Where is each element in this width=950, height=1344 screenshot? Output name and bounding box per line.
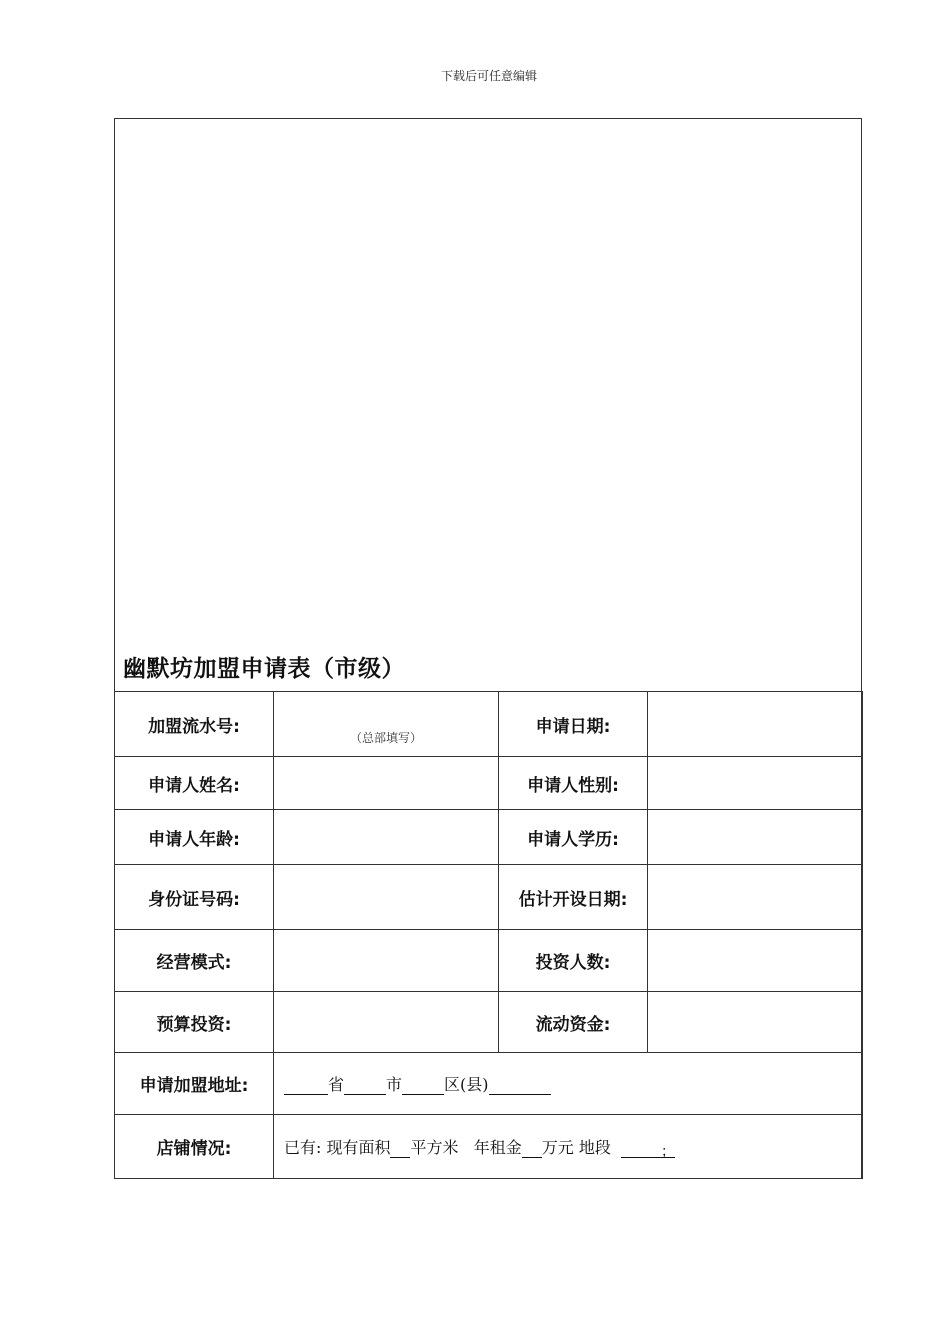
rent-blank[interactable] (522, 1141, 542, 1158)
working-capital-label: 流动资金: (499, 992, 648, 1053)
id-number-field[interactable] (274, 865, 499, 930)
applicant-gender-field[interactable] (648, 757, 863, 810)
table-row (115, 692, 863, 757)
shop-label: 店铺情况: (115, 1115, 274, 1179)
city-text: 市 (386, 1075, 403, 1094)
province-blank[interactable] (284, 1078, 328, 1095)
business-mode-field[interactable] (274, 930, 499, 992)
address-field[interactable] (274, 1053, 863, 1115)
location-end: ； (661, 1144, 676, 1160)
area-unit: 平方米 (410, 1138, 459, 1157)
applicant-education-field[interactable] (648, 810, 863, 865)
table-row (115, 1115, 863, 1179)
investor-count-field[interactable] (648, 930, 863, 992)
serial-number-field[interactable] (274, 692, 499, 757)
street-blank[interactable] (489, 1078, 551, 1095)
applicant-gender-label: 申请人性别: (499, 757, 648, 810)
form-title: 幽默坊加盟申请表（市级） (123, 656, 405, 682)
table-row (115, 930, 863, 992)
address-label: 申请加盟地址: (115, 1053, 274, 1115)
area-blank[interactable] (390, 1141, 410, 1158)
budget-label: 预算投资: (115, 992, 274, 1053)
table-row (115, 1053, 863, 1115)
shop-field[interactable] (274, 1115, 863, 1179)
applicant-education-label: 申请人学历: (499, 810, 648, 865)
district-text: 区(县) (444, 1075, 489, 1094)
serial-number-hint: （总部填写） (349, 731, 422, 745)
table-row (115, 810, 863, 865)
opening-date-label: 估计开设日期: (499, 865, 648, 930)
id-number-label: 身份证号码: (115, 865, 274, 930)
table-row (115, 865, 863, 930)
applicant-age-field[interactable] (274, 810, 499, 865)
application-form-table (114, 691, 863, 1179)
district-blank[interactable] (402, 1078, 444, 1095)
table-row (115, 757, 863, 810)
shop-prefix: 已有: 现有面积 (284, 1138, 391, 1157)
applicant-name-field[interactable] (274, 757, 499, 810)
applicant-name-label: 申请人姓名: (115, 757, 274, 810)
budget-field[interactable] (274, 992, 499, 1053)
apply-date-label: 申请日期: (499, 692, 648, 757)
working-capital-field[interactable] (648, 992, 863, 1053)
rent-unit: 万元 地段 (541, 1138, 611, 1157)
business-mode-label: 经营模式: (115, 930, 274, 992)
rent-label: 年租金 (473, 1138, 522, 1157)
applicant-age-label: 申请人年龄: (115, 810, 274, 865)
city-blank[interactable] (344, 1078, 386, 1095)
location-blank[interactable] (621, 1141, 675, 1158)
table-row (115, 992, 863, 1053)
opening-date-field[interactable] (648, 865, 863, 930)
province-text: 省 (328, 1075, 345, 1094)
investor-count-label: 投资人数: (499, 930, 648, 992)
header-note: 下载后可任意编辑 (440, 69, 537, 83)
serial-number-label: 加盟流水号: (115, 692, 274, 757)
apply-date-field[interactable] (648, 692, 863, 757)
